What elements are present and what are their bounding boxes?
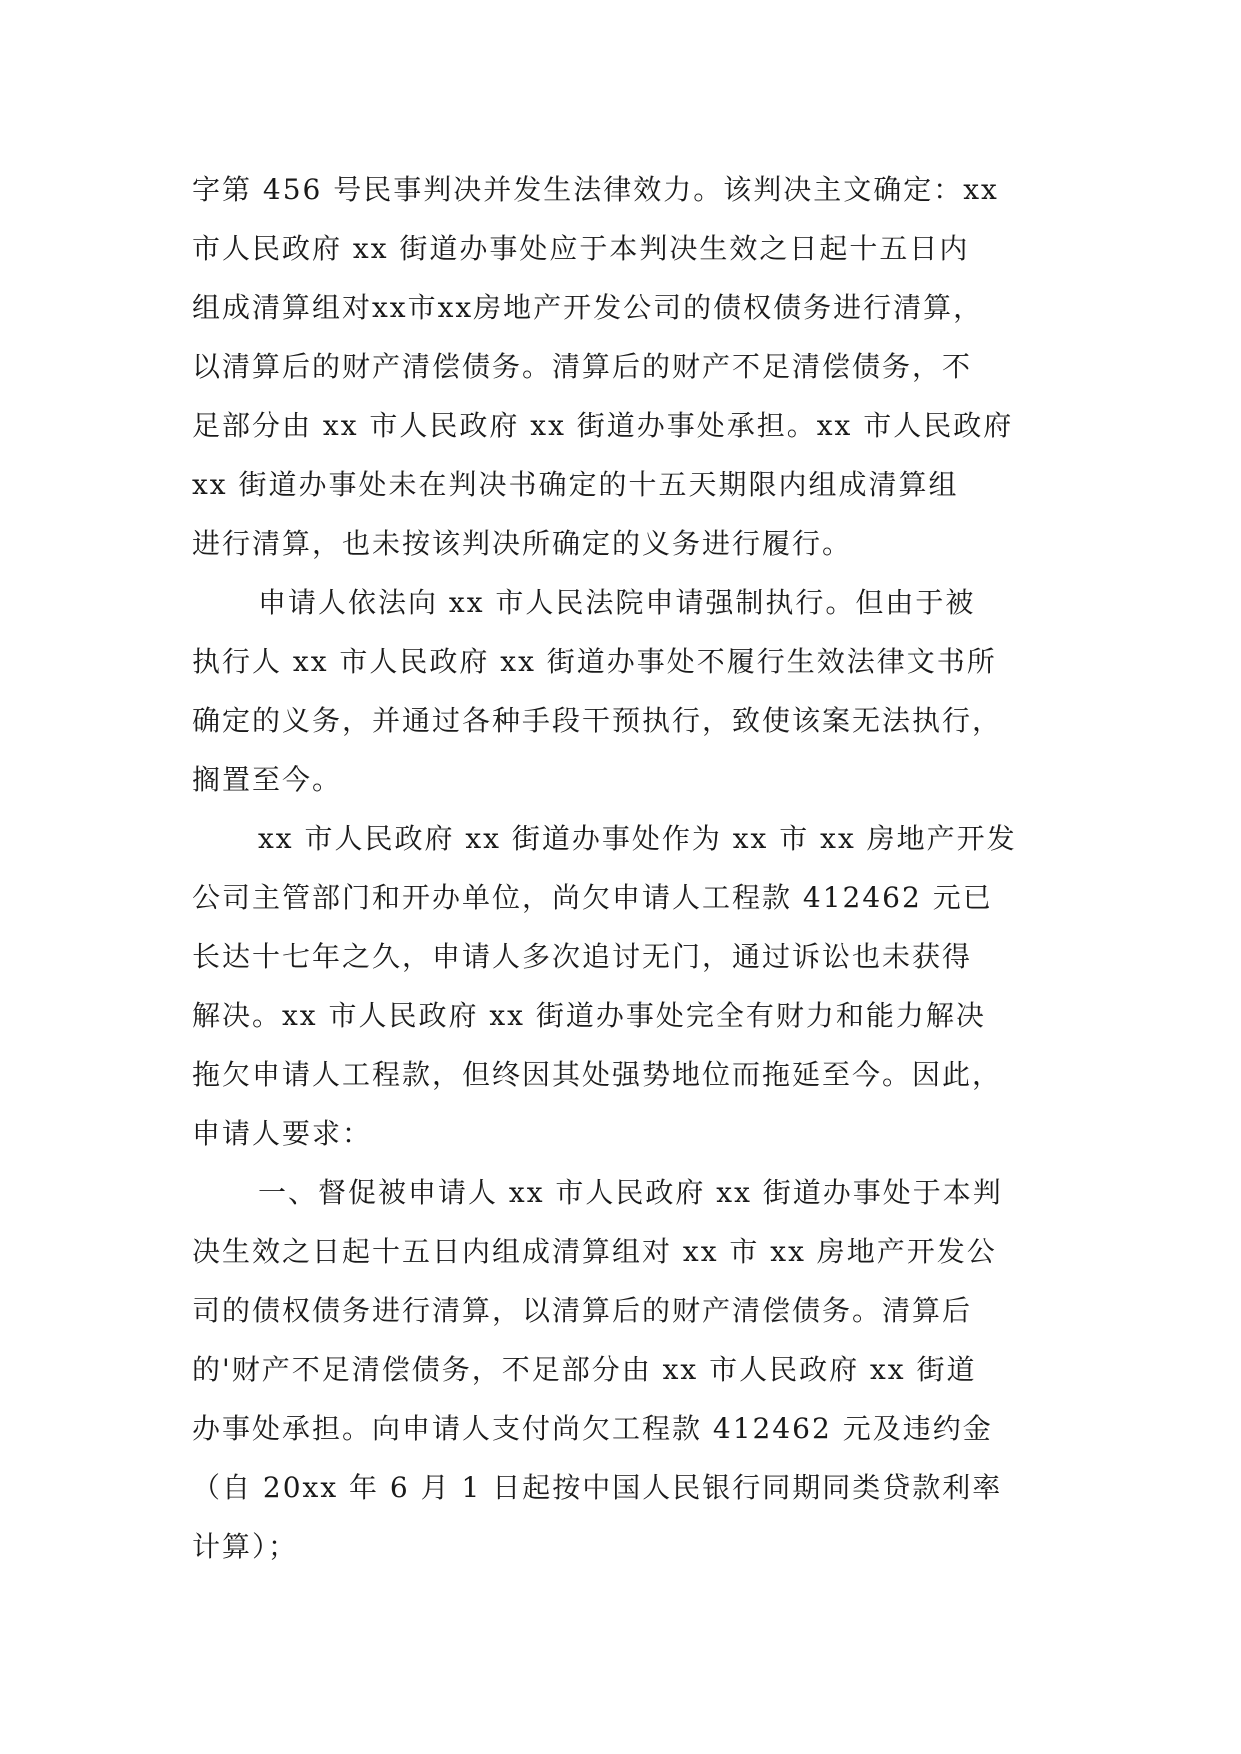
text-line: 计算）； bbox=[192, 1530, 299, 1563]
text-line: 组成清算组对xx市xx房地产开发公司的债权债务进行清算， bbox=[192, 291, 984, 324]
text-line: 申请人要求： bbox=[192, 1117, 373, 1150]
text-line: xx 街道办事处未在判决书确定的十五天期限内组成清算组 bbox=[192, 468, 959, 501]
text-line: 进行清算，也未按该判决所确定的义务进行履行。 bbox=[192, 527, 853, 560]
paragraph bbox=[192, 160, 1052, 573]
text-line: （自 20xx 年 6 月 1 日起按中国人民银行同期同类贷款利率 bbox=[192, 1471, 1003, 1504]
paragraph bbox=[192, 809, 1052, 1163]
text-line: 一、督促被申请人 xx 市人民政府 xx 街道办事处于本判 bbox=[258, 1176, 1003, 1209]
text-line: xx 市人民政府 xx 街道办事处作为 xx 市 xx 房地产开发 bbox=[258, 822, 1017, 855]
text-line: 拖欠申请人工程款，但终因其处强势地位而拖延至今。因此， bbox=[192, 1058, 1003, 1091]
paragraph bbox=[192, 573, 1052, 809]
text-line: 的'财产不足清偿债务，不足部分由 xx 市人民政府 xx 街道 bbox=[192, 1353, 977, 1386]
text-line: 办事处承担。向申请人支付尚欠工程款 412462 元及违约金 bbox=[192, 1412, 993, 1445]
text-line: 公司主管部门和开办单位，尚欠申请人工程款 412462 元已 bbox=[192, 881, 993, 914]
paragraph bbox=[192, 1163, 1052, 1576]
text-line: 搁置至今。 bbox=[192, 763, 343, 796]
text-line: 确定的义务，并通过各种手段干预执行，致使该案无法执行， bbox=[192, 704, 1003, 737]
text-line: 足部分由 xx 市人民政府 xx 街道办事处承担。xx 市人民政府 bbox=[192, 409, 1014, 442]
text-line: 决生效之日起十五日内组成清算组对 xx 市 xx 房地产开发公 bbox=[192, 1235, 997, 1268]
text-line: 执行人 xx 市人民政府 xx 街道办事处不履行生效法律文书所 bbox=[192, 645, 997, 678]
text-line: 解决。xx 市人民政府 xx 街道办事处完全有财力和能力解决 bbox=[192, 999, 986, 1032]
text-line: 司的债权债务进行清算，以清算后的财产清偿债务。清算后 bbox=[192, 1294, 973, 1327]
document-body bbox=[192, 160, 1052, 1576]
text-line: 市人民政府 xx 街道办事处应于本判决生效之日起十五日内 bbox=[192, 232, 970, 265]
text-line: 以清算后的财产清偿债务。清算后的财产不足清偿债务，不 bbox=[192, 350, 973, 383]
text-line: 字第 456 号民事判决并发生法律效力。该判决主文确定：xx bbox=[192, 173, 999, 206]
text-line: 长达十七年之久，申请人多次追讨无门，通过诉讼也未获得 bbox=[192, 940, 973, 973]
text-line: 申请人依法向 xx 市人民法院申请强制执行。但由于被 bbox=[258, 586, 976, 619]
